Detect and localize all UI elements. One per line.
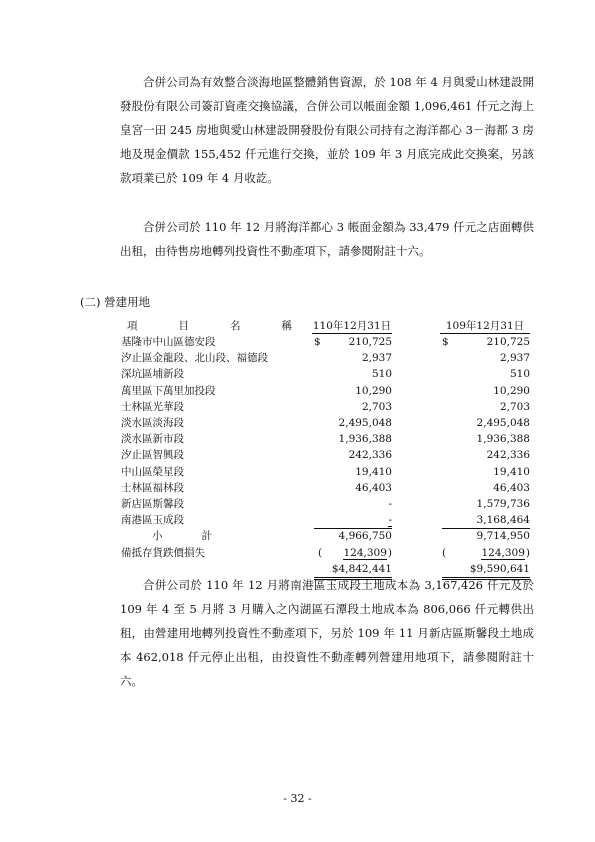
header-date-2020: 109年12月31日 — [440, 318, 530, 334]
row-value-2021: 46,403 — [355, 481, 392, 494]
row-value-2021: - — [314, 512, 392, 529]
open-paren-2021: ( — [318, 546, 323, 559]
open-paren-2020: ( — [442, 546, 447, 559]
subtotal-row — [0, 528, 595, 544]
table-row — [0, 447, 595, 463]
allowance-value-2020: 124,309) — [481, 546, 530, 559]
section-title: (二) 營建用地 — [80, 295, 151, 309]
row-label: 南港區玉成段 — [121, 514, 184, 527]
page-number: - 32 - — [283, 792, 312, 805]
row-label: 新店區斯馨段 — [121, 498, 184, 510]
header-item-name: 項 目 名 稱 — [127, 320, 292, 332]
row-value-2020: 3,168,464 — [442, 512, 530, 529]
row-value-2020: 2,495,048 — [476, 417, 530, 429]
row-label: 萬里區下萬里加投段 — [121, 384, 216, 397]
table-row — [0, 399, 595, 415]
row-label: 淡水區新市段 — [121, 433, 184, 446]
table-row — [0, 334, 595, 350]
row-label: 士林區光華段 — [121, 400, 184, 413]
row-value-2020: 19,410 — [493, 465, 530, 478]
table-row — [0, 480, 595, 496]
row-value-2020: 10,290 — [493, 384, 530, 397]
paragraph-asset-exchange: 合併公司為有效整合淡海地區整體銷售資源，於 108 年 4 月與愛山林建設開發股份有限公司簽訂資產交換協議，合併公司以帳面金額 1,096,461 仟元之海上皇宮一田 245 房地與愛山林建設開發股份有限公司持有之海洋都心 3－海都 3 房地及現金價款 155,452 仟元進行交換，並於 109 年 3 月底完成此交換案，另該款項業已於 109 年 4 月收訖。 — [120, 75, 534, 185]
subtotal-value-2021: 4,966,750 — [338, 530, 392, 543]
row-value-2021: 2,703 — [361, 400, 392, 413]
header-date-2021: 110年12月31日 — [312, 320, 392, 332]
row-value-2020: 2,703 — [499, 400, 530, 413]
table-row — [0, 350, 595, 366]
row-value-2021: 1,936,388 — [338, 433, 392, 446]
paragraph-rental-transfer: 合併公司於 110 年 12 月將海洋都心 3 帳面金額為 33,479 仟元之店面轉供出租，由待售房地轉列投資性不動產項下，請參閱附註十六。 — [120, 220, 534, 258]
row-value-2020: 242,336 — [486, 449, 530, 462]
row-label: 汐止區智興段 — [121, 449, 184, 462]
row-label: 淡水區淡海段 — [121, 417, 184, 429]
row-label: 汐止區金龍段、北山段、福德段 — [121, 352, 268, 365]
table-row — [0, 512, 595, 528]
row-value-2020: 510 — [509, 368, 530, 381]
row-label: 士林區福林段 — [121, 481, 184, 494]
allowance-label: 備抵存貨跌價損失 — [121, 546, 205, 559]
row-value-2020: 1,579,736 — [476, 498, 530, 510]
row-value-2021: 510 — [371, 368, 392, 381]
table-row — [0, 383, 595, 399]
total-value-2020: $9,590,641 — [442, 561, 530, 580]
currency-symbol: $ — [442, 336, 449, 348]
table-row — [0, 496, 595, 512]
paragraph-land-transfer: 合併公司於 110 年 12 月將南港區玉成段土地成本為 3,167,426 仟元及於 109 年 4 至 5 月將 3 月購入之內湖區石潭段土地成本為 806,066 仟元轉供出租，由營建用地轉列投資性不動產項下，另於 109 年 11 月新店區斯馨段土地成本 462,018 仟元停止出租，由投資性不動產轉列營建用地項下，請參閱附註十六。 — [120, 578, 534, 688]
row-value-2021: 210,725 — [348, 336, 392, 348]
row-label: 基隆市中山區德安段 — [121, 336, 216, 348]
row-value-2021: 2,495,048 — [338, 417, 392, 429]
subtotal-label: 小 計 — [152, 530, 212, 543]
table-row — [0, 431, 595, 447]
table-row — [0, 366, 595, 382]
currency-symbol: $ — [314, 336, 321, 348]
row-value-2021: 10,290 — [355, 384, 392, 397]
row-value-2020: 1,936,388 — [476, 433, 530, 446]
row-value-2020: 210,725 — [486, 336, 530, 348]
row-value-2020: 2,937 — [499, 352, 530, 365]
row-label: 深坑區埔新段 — [121, 368, 184, 381]
row-value-2020: 46,403 — [493, 481, 530, 494]
table-row — [0, 464, 595, 480]
row-value-2021: - — [388, 498, 392, 510]
row-value-2021: 2,937 — [361, 352, 392, 365]
total-value-2021: $4,842,441 — [314, 561, 392, 580]
table-row — [0, 415, 595, 431]
allowance-value-2021: 124,309) — [343, 546, 392, 559]
allowance-row — [0, 545, 595, 561]
row-value-2021: 242,336 — [348, 449, 392, 462]
row-value-2021: 19,410 — [355, 465, 392, 478]
subtotal-value-2020: 9,714,950 — [476, 530, 530, 543]
row-label: 中山區榮星段 — [121, 465, 184, 478]
